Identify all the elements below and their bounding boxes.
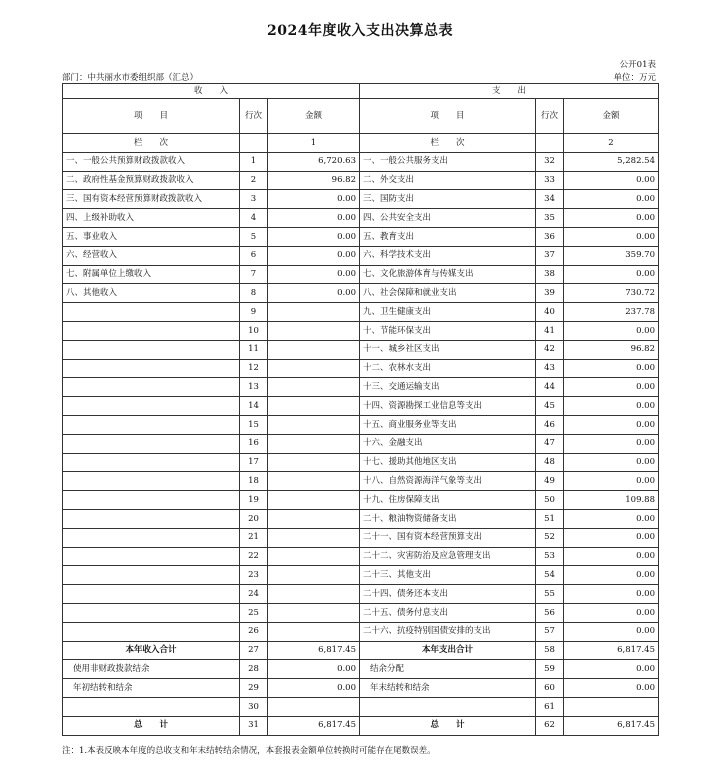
expense-amount-cell: 0.00 — [564, 434, 659, 453]
expense-rowno-cell: 36 — [536, 227, 564, 246]
table-row — [63, 171, 659, 190]
table-row — [63, 415, 659, 434]
income-amount-cell: 6,817.45 — [268, 641, 360, 660]
income-amount-header: 金额 — [268, 99, 360, 134]
expense-rowno-cell: 38 — [536, 265, 564, 284]
income-amount-cell: 0.00 — [268, 190, 360, 209]
expense-rowno-cell: 33 — [536, 171, 564, 190]
expense-rowno-header: 行次 — [536, 99, 564, 134]
income-amount-cell — [268, 453, 360, 472]
table-row — [63, 321, 659, 340]
expense-amount-cell: 0.00 — [564, 171, 659, 190]
table-row — [63, 528, 659, 547]
income-item-cell — [63, 622, 240, 641]
income-amount-cell: 0.00 — [268, 284, 360, 303]
expense-item-cell: 八、社会保障和就业支出 — [360, 284, 536, 303]
income-amount-cell — [268, 321, 360, 340]
income-header: 收 入 — [63, 84, 360, 99]
income-rowno-cell: 26 — [240, 622, 268, 641]
table-row — [63, 190, 659, 209]
income-item-cell — [63, 453, 240, 472]
income-column-label: 栏 次 — [63, 134, 240, 153]
expense-amount-cell: 0.00 — [564, 359, 659, 378]
expense-column-index: 2 — [564, 134, 659, 153]
expense-column-blank — [536, 134, 564, 153]
expense-rowno-cell: 56 — [536, 603, 564, 622]
carryover-row — [63, 660, 659, 679]
income-rowno-cell: 28 — [240, 660, 268, 679]
income-amount-cell — [268, 585, 360, 604]
expense-rowno-cell: 45 — [536, 397, 564, 416]
expense-amount-cell: 0.00 — [564, 679, 659, 698]
income-item-cell: 四、上级补助收入 — [63, 209, 240, 228]
expense-item-cell: 二十一、国有资本经营预算支出 — [360, 528, 536, 547]
expense-amount-cell: 359.70 — [564, 246, 659, 265]
expense-rowno-cell: 60 — [536, 679, 564, 698]
table-row — [63, 359, 659, 378]
income-rowno-cell: 24 — [240, 585, 268, 604]
income-rowno-cell: 15 — [240, 415, 268, 434]
income-rowno-cell: 13 — [240, 378, 268, 397]
expense-amount-header: 金额 — [564, 99, 659, 134]
income-item-cell — [63, 491, 240, 510]
summary-table — [62, 83, 659, 736]
income-rowno-cell: 21 — [240, 528, 268, 547]
expense-item-cell: 二十二、灾害防治及应急管理支出 — [360, 547, 536, 566]
expense-amount-cell: 730.72 — [564, 284, 659, 303]
table-row — [63, 622, 659, 641]
expense-rowno-cell: 39 — [536, 284, 564, 303]
table-row — [63, 378, 659, 397]
expense-amount-cell: 0.00 — [564, 265, 659, 284]
table-row — [63, 265, 659, 284]
income-amount-cell: 0.00 — [268, 679, 360, 698]
table-row — [63, 209, 659, 228]
expense-item-cell: 十六、金融支出 — [360, 434, 536, 453]
expense-item-cell: 七、文化旅游体育与传媒支出 — [360, 265, 536, 284]
subtotal-row — [63, 641, 659, 660]
income-amount-cell — [268, 303, 360, 322]
income-rowno-cell: 14 — [240, 397, 268, 416]
expense-amount-cell: 0.00 — [564, 509, 659, 528]
income-amount-cell — [268, 378, 360, 397]
table-row — [63, 491, 659, 510]
income-amount-cell — [268, 697, 360, 716]
expense-amount-cell: 0.00 — [564, 660, 659, 679]
expense-amount-cell: 0.00 — [564, 209, 659, 228]
income-rowno-cell: 4 — [240, 209, 268, 228]
department-label: 部门：中共丽水市委组织部（汇总） — [62, 73, 199, 83]
income-amount-cell: 0.00 — [268, 246, 360, 265]
expense-amount-cell: 0.00 — [564, 566, 659, 585]
income-item-cell: 使用非财政拨款结余 — [63, 660, 240, 679]
expense-rowno-cell: 34 — [536, 190, 564, 209]
income-rowno-cell: 7 — [240, 265, 268, 284]
expense-item-cell: 十、节能环保支出 — [360, 321, 536, 340]
income-item-cell — [63, 321, 240, 340]
income-rowno-cell: 3 — [240, 190, 268, 209]
income-amount-cell — [268, 622, 360, 641]
expense-item-cell: 结余分配 — [360, 660, 536, 679]
income-item-cell: 一、一般公共预算财政拨款收入 — [63, 152, 240, 171]
expense-item-cell: 十二、农林水支出 — [360, 359, 536, 378]
income-amount-cell: 96.82 — [268, 171, 360, 190]
expense-item-cell: 六、科学技术支出 — [360, 246, 536, 265]
expense-amount-cell: 0.00 — [564, 472, 659, 491]
income-amount-cell — [268, 603, 360, 622]
expense-item-cell: 二、外交支出 — [360, 171, 536, 190]
expense-amount-cell: 0.00 — [564, 190, 659, 209]
expense-item-cell: 十四、资源勘探工业信息等支出 — [360, 397, 536, 416]
income-amount-cell — [268, 415, 360, 434]
expense-amount-cell: 0.00 — [564, 585, 659, 604]
income-item-cell — [63, 303, 240, 322]
table-row — [63, 509, 659, 528]
income-amount-cell — [268, 566, 360, 585]
expense-item-cell: 二十四、债务还本支出 — [360, 585, 536, 604]
income-rowno-cell: 23 — [240, 566, 268, 585]
income-rowno-cell: 16 — [240, 434, 268, 453]
income-rowno-cell: 1 — [240, 152, 268, 171]
income-rowno-cell: 19 — [240, 491, 268, 510]
income-item-cell — [63, 697, 240, 716]
expense-rowno-cell: 55 — [536, 585, 564, 604]
expense-amount-cell: 0.00 — [564, 378, 659, 397]
expense-rowno-cell: 44 — [536, 378, 564, 397]
expense-rowno-cell: 57 — [536, 622, 564, 641]
expense-item-cell: 九、卫生健康支出 — [360, 303, 536, 322]
expense-item-cell: 一、一般公共服务支出 — [360, 152, 536, 171]
expense-amount-cell — [564, 697, 659, 716]
expense-rowno-cell: 58 — [536, 641, 564, 660]
income-rowno-cell: 25 — [240, 603, 268, 622]
expense-rowno-cell: 62 — [536, 716, 564, 735]
expense-amount-cell: 0.00 — [564, 453, 659, 472]
expense-rowno-cell: 54 — [536, 566, 564, 585]
table-row — [63, 397, 659, 416]
page-title: 2024年度收入支出决算总表 — [267, 23, 453, 39]
income-rowno-cell: 6 — [240, 246, 268, 265]
table-row — [63, 340, 659, 359]
income-item-cell: 年初结转和结余 — [63, 679, 240, 698]
expense-rowno-cell: 53 — [536, 547, 564, 566]
income-amount-cell — [268, 434, 360, 453]
expense-amount-cell: 5,282.54 — [564, 152, 659, 171]
income-amount-cell — [268, 340, 360, 359]
income-item-cell — [63, 359, 240, 378]
income-rowno-cell: 29 — [240, 679, 268, 698]
expense-amount-cell: 96.82 — [564, 340, 659, 359]
carryover-row — [63, 679, 659, 698]
table-row — [63, 303, 659, 322]
income-rowno-cell: 11 — [240, 340, 268, 359]
expense-amount-cell: 0.00 — [564, 547, 659, 566]
table-row — [63, 603, 659, 622]
expense-rowno-cell: 46 — [536, 415, 564, 434]
expense-item-cell: 十一、城乡社区支出 — [360, 340, 536, 359]
income-amount-cell: 6,720.63 — [268, 152, 360, 171]
expense-rowno-cell: 48 — [536, 453, 564, 472]
income-item-cell: 五、事业收入 — [63, 227, 240, 246]
table-row — [63, 566, 659, 585]
income-rowno-cell: 22 — [240, 547, 268, 566]
expense-amount-cell: 237.78 — [564, 303, 659, 322]
income-rowno-cell: 10 — [240, 321, 268, 340]
expense-rowno-cell: 51 — [536, 509, 564, 528]
expense-rowno-cell: 37 — [536, 246, 564, 265]
income-item-cell — [63, 397, 240, 416]
income-item-cell — [63, 603, 240, 622]
expense-item-cell — [360, 697, 536, 716]
expense-rowno-cell: 49 — [536, 472, 564, 491]
income-amount-cell — [268, 509, 360, 528]
expense-amount-cell: 0.00 — [564, 321, 659, 340]
expense-item-cell: 五、教育支出 — [360, 227, 536, 246]
expense-item-cell: 三、国防支出 — [360, 190, 536, 209]
expense-amount-cell: 6,817.45 — [564, 716, 659, 735]
expense-rowno-cell: 40 — [536, 303, 564, 322]
income-column-blank — [240, 134, 268, 153]
table-row — [63, 547, 659, 566]
table-row — [63, 152, 659, 171]
unit-label: 单位：万元 — [613, 73, 656, 83]
expense-rowno-cell: 35 — [536, 209, 564, 228]
income-item-cell: 总 计 — [63, 716, 240, 735]
income-item-cell — [63, 340, 240, 359]
income-item-cell: 三、国有资本经营预算财政拨款收入 — [63, 190, 240, 209]
income-item-cell — [63, 378, 240, 397]
table-row — [63, 434, 659, 453]
income-item-cell: 六、经营收入 — [63, 246, 240, 265]
table-row — [63, 284, 659, 303]
income-amount-cell: 0.00 — [268, 660, 360, 679]
income-rowno-cell: 31 — [240, 716, 268, 735]
income-item-cell — [63, 415, 240, 434]
income-column-index: 1 — [268, 134, 360, 153]
expense-amount-cell: 0.00 — [564, 397, 659, 416]
expense-amount-cell: 6,817.45 — [564, 641, 659, 660]
expense-rowno-cell: 42 — [536, 340, 564, 359]
expense-amount-cell: 0.00 — [564, 227, 659, 246]
income-amount-cell — [268, 547, 360, 566]
income-item-cell — [63, 434, 240, 453]
income-amount-cell: 0.00 — [268, 265, 360, 284]
expense-item-cell: 二十六、抗疫特别国债安排的支出 — [360, 622, 536, 641]
income-item-cell — [63, 528, 240, 547]
total-row — [63, 716, 659, 735]
expense-amount-cell: 0.00 — [564, 528, 659, 547]
income-rowno-cell: 8 — [240, 284, 268, 303]
expense-rowno-cell: 61 — [536, 697, 564, 716]
expense-item-cell: 十九、住房保障支出 — [360, 491, 536, 510]
expense-item-cell: 四、公共安全支出 — [360, 209, 536, 228]
expense-item-cell: 二十、粮油物资储备支出 — [360, 509, 536, 528]
expense-item-cell: 十七、援助其他地区支出 — [360, 453, 536, 472]
expense-rowno-cell: 50 — [536, 491, 564, 510]
expense-amount-cell: 0.00 — [564, 603, 659, 622]
income-rowno-cell: 20 — [240, 509, 268, 528]
table-row — [63, 585, 659, 604]
expense-item-cell: 二十五、债务付息支出 — [360, 603, 536, 622]
income-amount-cell — [268, 472, 360, 491]
income-rowno-cell: 5 — [240, 227, 268, 246]
income-item-cell — [63, 509, 240, 528]
table-row — [63, 227, 659, 246]
expense-item-cell: 年末结转和结余 — [360, 679, 536, 698]
income-amount-cell: 6,817.45 — [268, 716, 360, 735]
expense-item-header: 项 目 — [360, 99, 536, 134]
expense-rowno-cell: 41 — [536, 321, 564, 340]
expense-column-label: 栏 次 — [360, 134, 536, 153]
table-row — [63, 453, 659, 472]
form-number: 公开01表 — [619, 60, 656, 70]
expense-rowno-cell: 43 — [536, 359, 564, 378]
expense-item-cell: 十八、自然资源海洋气象等支出 — [360, 472, 536, 491]
income-item-header: 项 目 — [63, 99, 240, 134]
income-amount-cell — [268, 397, 360, 416]
income-rowno-cell: 27 — [240, 641, 268, 660]
income-rowno-cell: 9 — [240, 303, 268, 322]
expense-item-cell: 二十三、其他支出 — [360, 566, 536, 585]
expense-amount-cell: 0.00 — [564, 415, 659, 434]
expense-item-cell: 十三、交通运输支出 — [360, 378, 536, 397]
income-rowno-cell: 12 — [240, 359, 268, 378]
income-item-cell: 七、附属单位上缴收入 — [63, 265, 240, 284]
income-rowno-cell: 18 — [240, 472, 268, 491]
income-item-cell — [63, 566, 240, 585]
income-amount-cell: 0.00 — [268, 227, 360, 246]
table-row — [63, 246, 659, 265]
carryover-row — [63, 697, 659, 716]
column-header-row — [63, 99, 659, 134]
expense-amount-cell: 0.00 — [564, 622, 659, 641]
expense-rowno-cell: 52 — [536, 528, 564, 547]
income-item-cell: 二、政府性基金预算财政拨款收入 — [63, 171, 240, 190]
income-amount-cell — [268, 491, 360, 510]
expense-rowno-cell: 32 — [536, 152, 564, 171]
income-item-cell — [63, 585, 240, 604]
expense-rowno-cell: 59 — [536, 660, 564, 679]
income-rowno-cell: 2 — [240, 171, 268, 190]
section-header-row — [63, 84, 659, 99]
expense-amount-cell: 109.88 — [564, 491, 659, 510]
income-item-cell: 本年收入合计 — [63, 641, 240, 660]
expense-item-cell: 十五、商业服务业等支出 — [360, 415, 536, 434]
income-amount-cell — [268, 528, 360, 547]
table-row — [63, 472, 659, 491]
expense-rowno-cell: 47 — [536, 434, 564, 453]
income-item-cell: 八、其他收入 — [63, 284, 240, 303]
income-amount-cell: 0.00 — [268, 209, 360, 228]
column-index-row — [63, 134, 659, 153]
footnote: 注：1.本表反映本年度的总收支和年末结转结余情况，本套报表金额单位转换时可能存在尾数误差。 — [62, 746, 436, 756]
expense-header: 支 出 — [360, 84, 659, 99]
income-rowno-cell: 30 — [240, 697, 268, 716]
income-item-cell — [63, 547, 240, 566]
income-rowno-header: 行次 — [240, 99, 268, 134]
income-item-cell — [63, 472, 240, 491]
income-amount-cell — [268, 359, 360, 378]
income-rowno-cell: 17 — [240, 453, 268, 472]
expense-item-cell: 总 计 — [360, 716, 536, 735]
expense-item-cell: 本年支出合计 — [360, 641, 536, 660]
